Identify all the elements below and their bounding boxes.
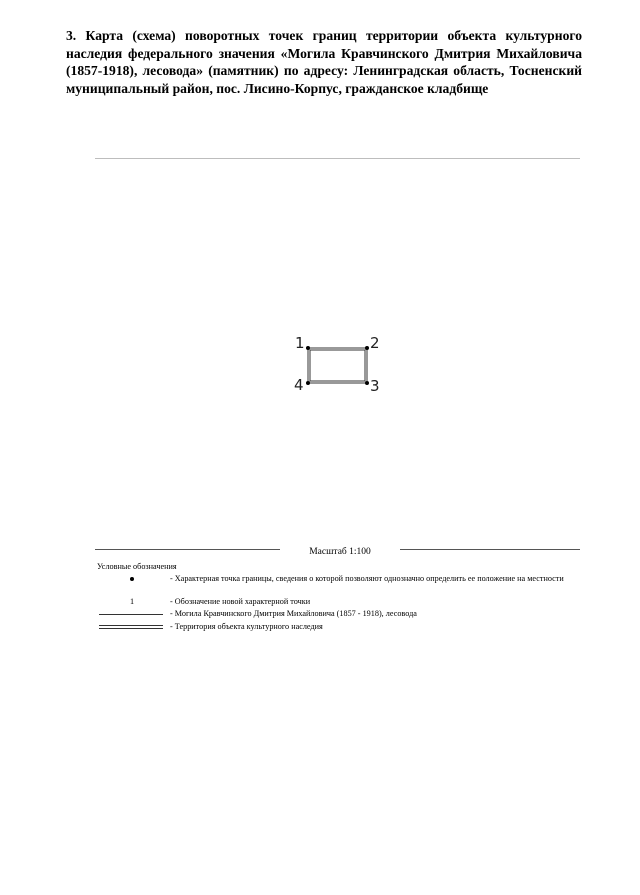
legend-symbol [97,622,163,633]
point-marker-1 [306,346,310,350]
point-label-4: 4 [294,376,304,394]
boundary-map [288,330,388,396]
point-marker-2 [365,346,369,350]
grave-outline [310,350,365,381]
document-heading: 3. Карта (схема) поворотных точек границ территории объекта культурного наследия федерального значения «Могила Кравчинского Дмитрия Михайловича (1857-1918), лесовода» (памятник) по адресу: Ленинградская область, Тосненский муниципальный район, пос. Лисино-Корпус, гражданское кладбище [66,28,582,96]
heritage-territory-outline [308,348,367,383]
legend-description: - Характерная точка границы, сведения о которой позволяют однозначно определить ее положение на местности [170,574,564,583]
legend-symbol [97,574,163,585]
double-line-icon [99,625,163,629]
legend-symbol [97,597,163,608]
top-divider [95,158,580,159]
single-line-icon [99,614,163,615]
point-dot-icon [130,577,134,581]
point-number-sample: 1 [130,597,135,606]
point-marker-3 [365,381,369,385]
point-marker-4 [306,381,310,385]
point-label-3: 3 [370,377,380,395]
legend-description: - Обозначение новой характерной точки [170,597,311,606]
legend-symbol [97,609,163,620]
legend-title: Условные обозначения [97,562,177,571]
legend-description: - Территория объекта культурного наследия [170,622,323,631]
scale-label: Масштаб 1:100 [280,547,400,557]
point-label-2: 2 [370,334,380,352]
legend-description: - Могила Кравчинского Дмитрия Михайловича (1857 - 1918), лесовода [170,609,417,618]
point-label-1: 1 [295,334,305,352]
